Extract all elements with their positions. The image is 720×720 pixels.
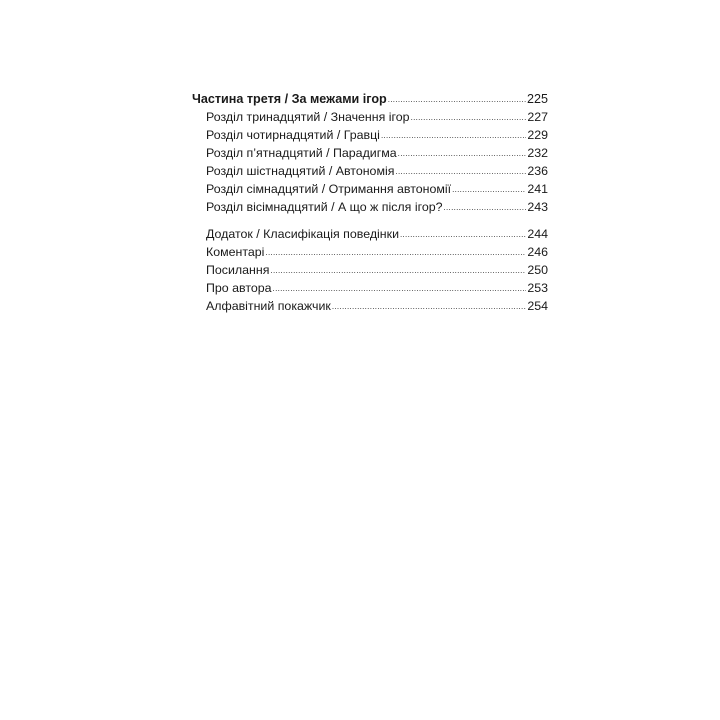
toc-dot-leader: [452, 181, 526, 199]
toc-entry-title: Частина третя / За межами ігор: [192, 92, 387, 106]
toc-dot-leader: [395, 163, 526, 181]
toc-chapter-entry[interactable]: [192, 198, 548, 216]
toc-dot-leader: [332, 298, 526, 316]
toc-back-matter-entry[interactable]: [192, 297, 548, 315]
toc-entry-page: 250: [527, 263, 548, 277]
toc-entry-title: Розділ тринадцятий / Значення ігор: [206, 110, 410, 124]
toc-chapter-entry[interactable]: [192, 162, 548, 180]
toc-entry-page: 246: [527, 245, 548, 259]
toc-entry-title: Додаток / Класифікація поведінки: [206, 227, 399, 241]
toc-chapter-entry[interactable]: [192, 180, 548, 198]
toc-entry-page: 243: [527, 200, 548, 214]
toc-back-matter-entry[interactable]: [192, 279, 548, 297]
toc-dot-leader: [400, 226, 526, 244]
toc-entry-page: 225: [526, 92, 548, 106]
toc-entry-title: Алфавітний покажчик: [206, 299, 331, 313]
toc-entry-page: 254: [527, 299, 548, 313]
toc-entry-title: Розділ шістнадцятий / Автономія: [206, 164, 395, 178]
toc-dot-leader: [388, 91, 526, 109]
toc-entry-page: 241: [527, 182, 548, 196]
toc-dot-leader: [265, 244, 526, 262]
toc-entry-page: 253: [527, 281, 548, 295]
toc-entry-title: Розділ сімнадцятий / Отримання автономії: [206, 182, 452, 196]
toc-dot-leader: [398, 145, 527, 163]
toc-back-matter-entry[interactable]: [192, 243, 548, 261]
toc-dot-leader: [381, 127, 526, 145]
table-of-contents: [192, 90, 548, 315]
toc-entry-title: Про автора: [206, 281, 272, 295]
toc-entry-title: Посилання: [206, 263, 270, 277]
toc-dot-leader: [270, 262, 526, 280]
toc-entry-page: 227: [527, 110, 548, 124]
toc-entry-page: 229: [527, 128, 548, 142]
toc-entry-title: Розділ чотирнадцятий / Гравці: [206, 128, 380, 142]
toc-back-matter-entry[interactable]: [192, 225, 548, 243]
toc-entry-title: Розділ вісімнадцятий / А що ж після ігор?: [206, 200, 443, 214]
toc-chapter-entry[interactable]: [192, 144, 548, 162]
toc-entry-page: 232: [527, 146, 548, 160]
toc-part-entry[interactable]: [192, 90, 548, 108]
toc-chapter-entry[interactable]: [192, 108, 548, 126]
toc-chapter-entry[interactable]: [192, 126, 548, 144]
toc-dot-leader: [444, 199, 527, 217]
toc-dot-leader: [411, 109, 527, 127]
toc-dot-leader: [273, 280, 527, 298]
toc-entry-page: 236: [527, 164, 548, 178]
toc-back-matter-entry[interactable]: [192, 261, 548, 279]
toc-entry-title: Коментарі: [206, 245, 265, 259]
toc-entry-title: Розділ п’ятнадцятий / Парадигма: [206, 146, 397, 160]
toc-entry-page: 244: [527, 227, 548, 241]
